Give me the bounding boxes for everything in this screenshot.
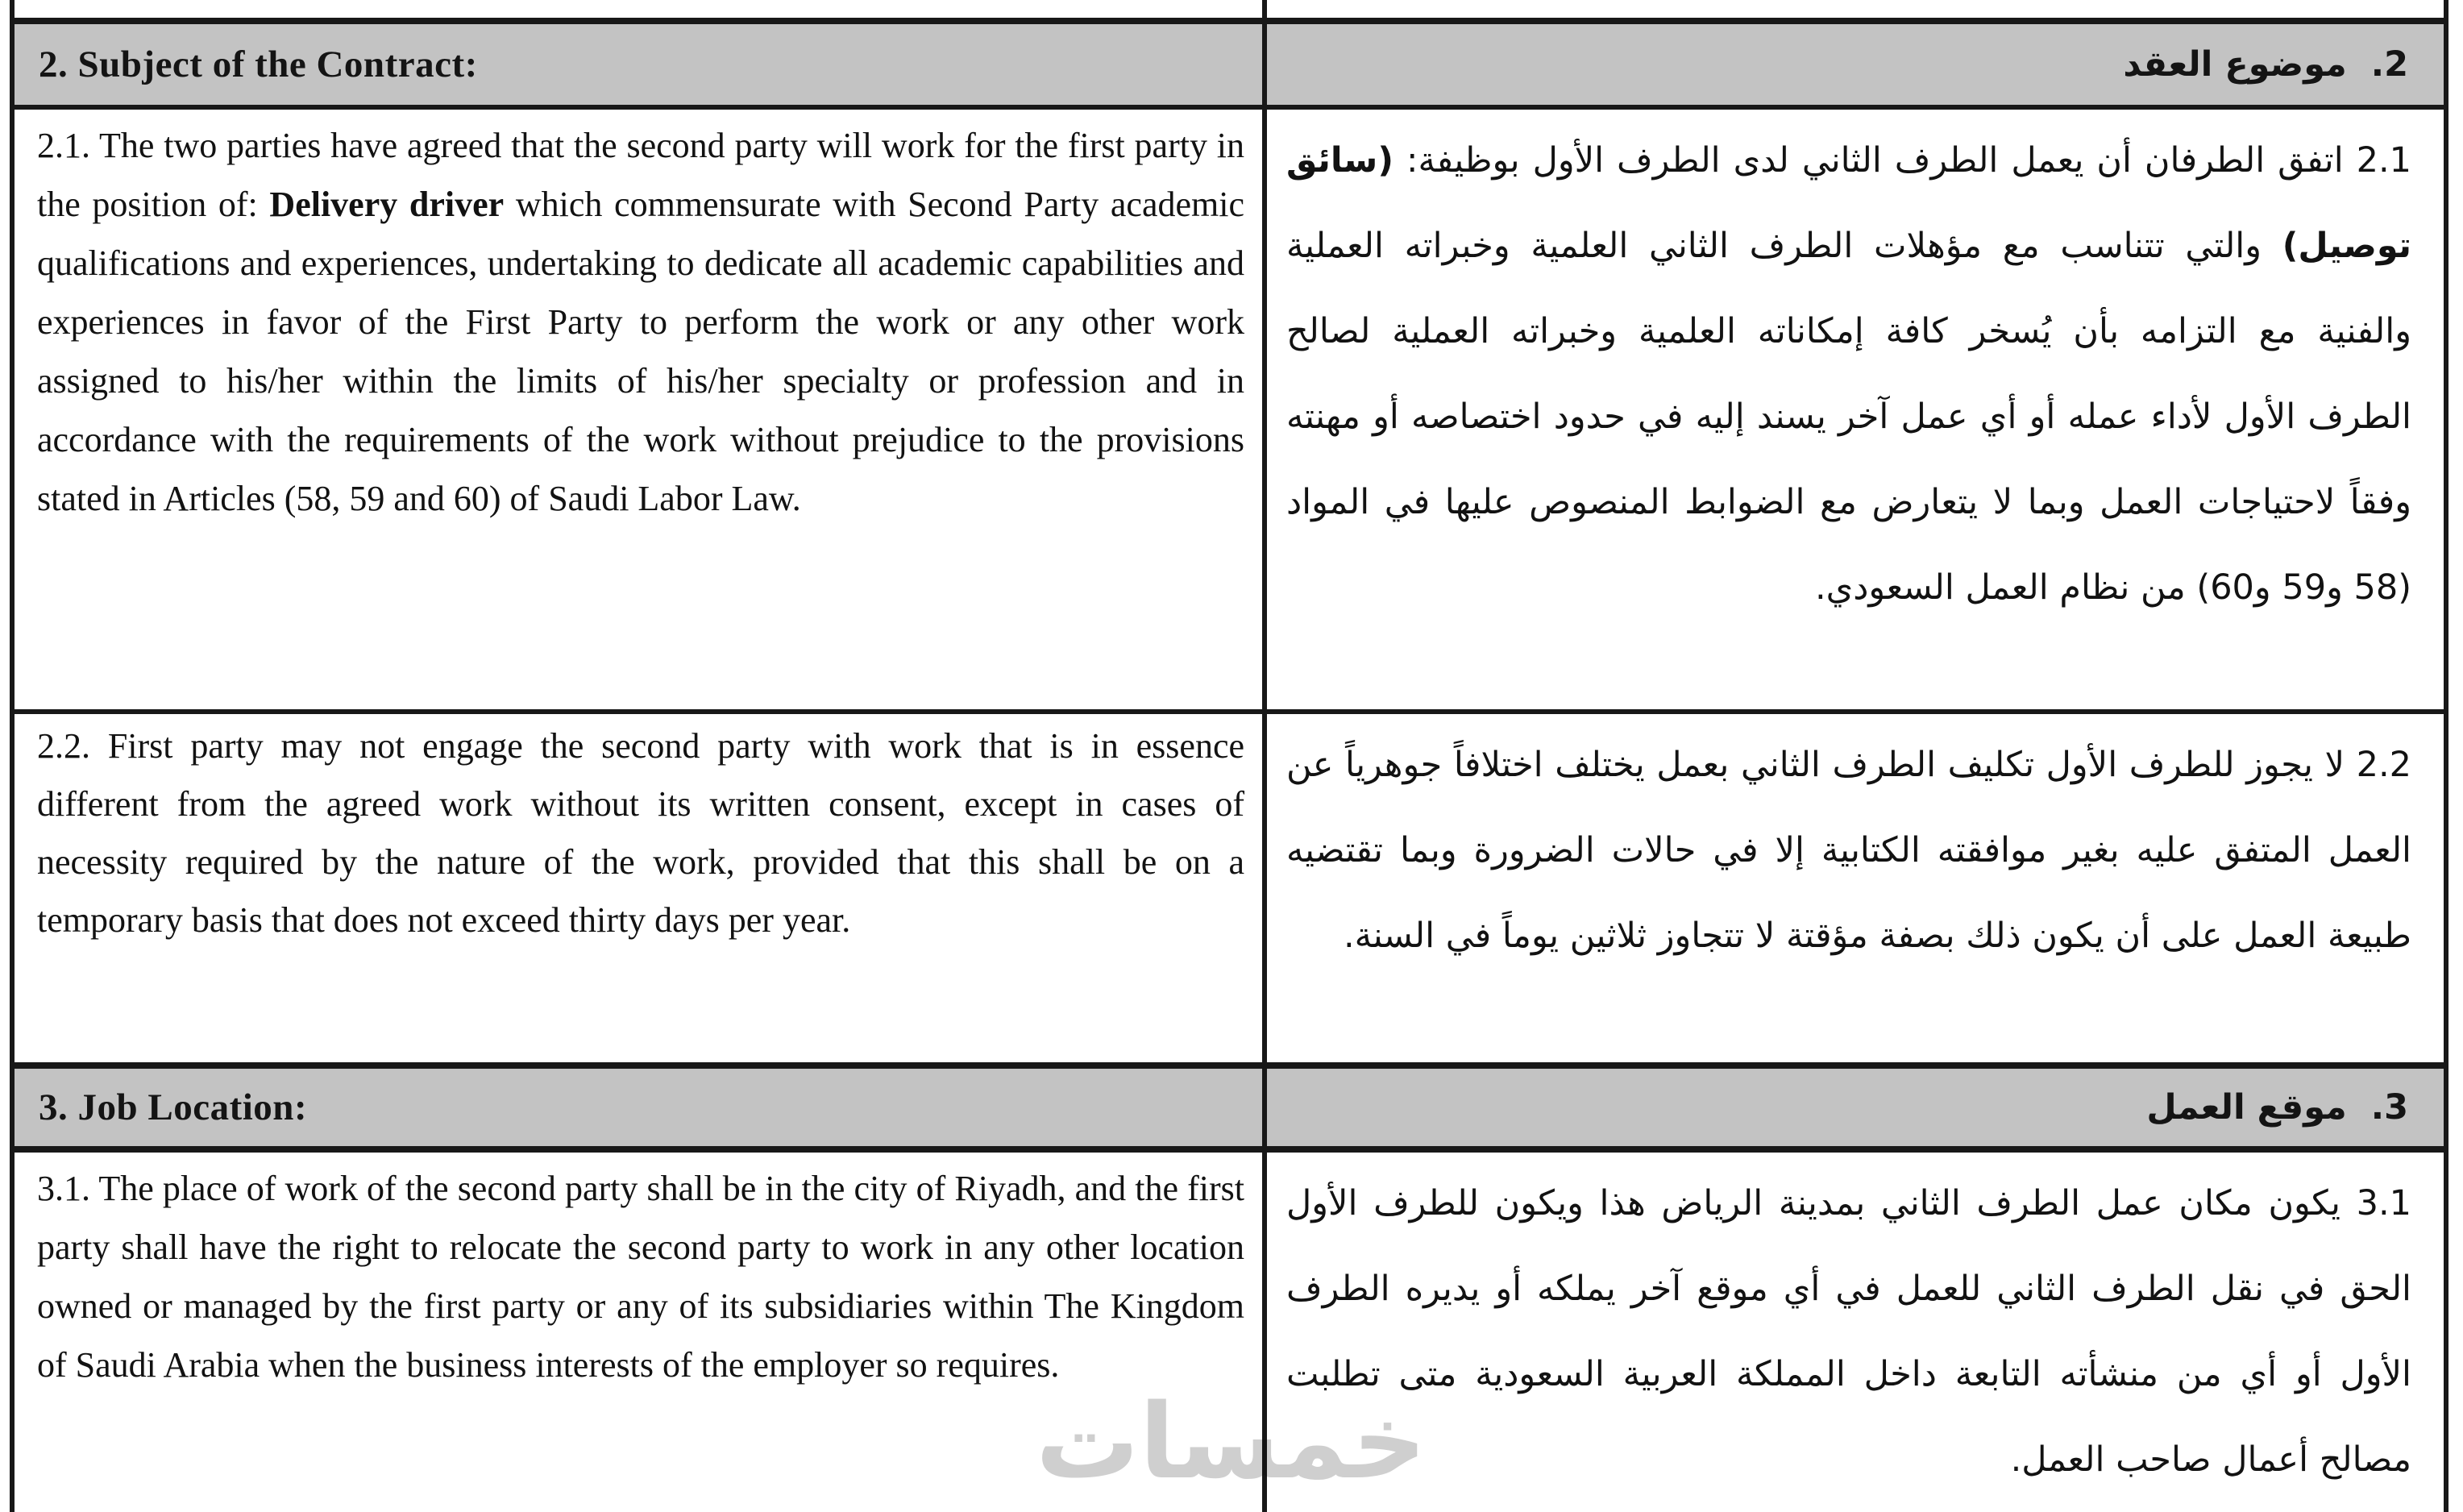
section-2-header-english	[15, 24, 1262, 105]
contract-table	[10, 0, 2448, 1512]
clause-2-1-arabic	[1267, 110, 2444, 709]
clause-3-1-arabic-text: 3.1 يكون مكان عمل الطرف الثاني بمدينة الرياض هذا ويكون للطرف الأول الحق في نقل الطرف الثاني للعمل في أي موقع آخر يملكه أو يديره الطرف الأول أو أي من منشأته التابعة داخل المملكة العربية السعودية متى تطلبت مصالح أعمال صاحب العمل.	[1286, 1183, 2411, 1480]
section-3-header-english	[15, 1069, 1262, 1146]
clause-2-2-arabic	[1267, 714, 2444, 1062]
section-3-header-arabic	[1267, 1069, 2444, 1146]
clause-2-2-english	[15, 714, 1262, 1062]
clause-2-1-arabic-text-pre: 2.1 اتفق الطرفان أن يعمل الطرف الثاني لدى الطرف الأول بوظيفة:	[1393, 140, 2411, 181]
clause-2-1-arabic-text-post: والتي تتناسب مع مؤهلات الطرف الثاني العلمية وخبراته العملية والفنية مع التزامه بأن يُسخر كافة إمكاناته العلمية وخبراته العملية لصالح الطرف الأول لأداء عمله أو أي عمل آخر يسند إليه في حدود اختصاصه أو مهنته وفقاً لاحتياجات العمل وبما لا يتعارض مع الضوابط المنصوص عليها في المواد (58 و59 و60) من نظام العمل السعودي.	[1286, 226, 2411, 608]
clause-2-1-english	[15, 110, 1262, 709]
clause-3-1-english	[15, 1153, 1262, 1512]
section-3-header-english-text: 3. Job Location:	[39, 1086, 308, 1128]
clause-2-2-english-text: 2.2. First party may not engage the second party with work that is in essence different from the agreed work without its written consent, except in cases of necessity required by the nature of the work, provided that this shall be on a temporary basis that does not exceed thirty days per year.	[37, 726, 1244, 940]
section-2-header-english-text: 2. Subject of the Contract:	[39, 44, 478, 85]
clause-3-1-english-text: 3.1. The place of work of the second party shall be in the city of Riyadh, and the first party shall have the right to relocate the second party to work in any other location owned or managed by the first party or any of its subsidiaries within The Kingdom of Saudi Arabia when the business interests of the employer so requires.	[37, 1169, 1244, 1385]
clause-2-2-arabic-text: 2.2 لا يجوز للطرف الأول تكليف الطرف الثاني بعمل يختلف اختلافاً جوهرياً عن العمل المتفق عليه بغير موافقته الكتابية إلا في حالات الضرورة وبما تقتضيه طبيعة العمل على أن يكون ذلك بصفة مؤقتة لا تتجاوز ثلاثين يوماً في السنة.	[1286, 745, 2411, 956]
section-2-header-arabic-text: 2. موضوع العقد	[2123, 44, 2408, 85]
section-2-header-arabic	[1267, 24, 2444, 105]
truncated-row-arabic-cell	[1267, 0, 2444, 18]
clause-2-1-arabic-job-title: (سائق توصيل)	[1286, 140, 2411, 266]
clause-2-1-english-job-title: Delivery driver	[269, 185, 505, 224]
section-3-header-arabic-text: 3. موقع العمل	[2146, 1087, 2408, 1128]
khamsat-watermark: خمسات	[1036, 1382, 1427, 1502]
clause-2-1-english-text-post: which commensurate with Second Party academic qualifications and experiences, undertaking to dedicate all academic capabilities and experiences in favor of the First Party to perform the work or any other work assigned to his/her within the limits of his/her specialty or profession and in accordance with the requirements of the work without prejudice to the provisions stated in Articles (58, 59 and 60) of Saudi Labor Law.	[37, 185, 1244, 518]
clause-3-1-arabic	[1267, 1153, 2444, 1512]
clause-2-1-english-text-pre: 2.1. The two parties have agreed that the second party will work for the first party in the position of:	[37, 126, 1244, 224]
truncated-row-english-cell	[15, 0, 1262, 18]
